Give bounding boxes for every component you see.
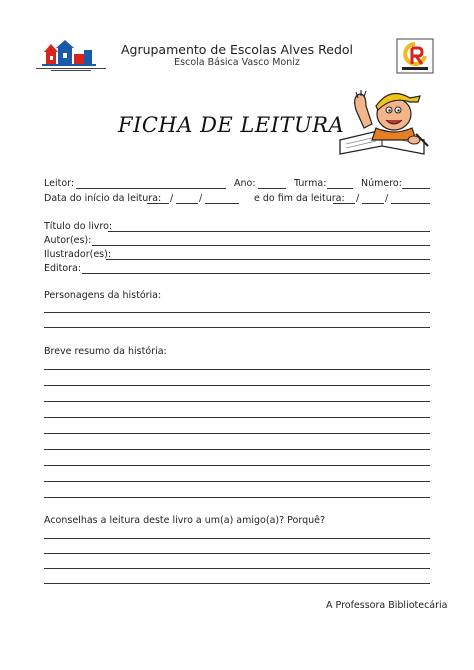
end-date-label: e do fim da leitura: bbox=[254, 193, 345, 204]
publisher-field[interactable] bbox=[82, 273, 430, 274]
date-separator: / bbox=[385, 193, 389, 204]
summary-label: Breve resumo da história: bbox=[44, 346, 167, 357]
reading-boy-illustration bbox=[332, 84, 438, 162]
summary-line[interactable] bbox=[44, 417, 430, 418]
illustrator-field[interactable] bbox=[106, 259, 430, 260]
characters-line[interactable] bbox=[44, 327, 430, 328]
publisher-label: Editora: bbox=[44, 263, 82, 274]
summary-line[interactable] bbox=[44, 433, 430, 434]
end-year-field[interactable] bbox=[391, 203, 430, 204]
reader-field[interactable] bbox=[76, 188, 226, 189]
start-month-field[interactable] bbox=[176, 203, 198, 204]
author-label: Autor(es): bbox=[44, 235, 92, 246]
end-month-field[interactable] bbox=[362, 203, 384, 204]
summary-line[interactable] bbox=[44, 369, 430, 370]
start-day-field[interactable] bbox=[147, 203, 169, 204]
year-field[interactable] bbox=[258, 188, 286, 189]
start-date-label: Data do início da leitura: bbox=[44, 193, 162, 204]
author-field[interactable] bbox=[92, 245, 430, 246]
recommend-line[interactable] bbox=[44, 553, 430, 554]
characters-line[interactable] bbox=[44, 312, 430, 313]
recommend-label: Aconselhas a leitura deste livro a um(a) amigo(a)? Porquê? bbox=[44, 515, 326, 526]
summary-line[interactable] bbox=[44, 401, 430, 402]
date-separator: / bbox=[170, 193, 174, 204]
resource-centre-logo bbox=[396, 38, 434, 74]
date-separator: / bbox=[199, 193, 203, 204]
reader-label: Leitor: bbox=[44, 178, 75, 189]
year-label: Ano: bbox=[234, 178, 256, 189]
recommend-line[interactable] bbox=[44, 538, 430, 539]
start-year-field[interactable] bbox=[205, 203, 239, 204]
book-title-label: Título do livro: bbox=[44, 221, 113, 232]
number-field[interactable] bbox=[402, 188, 430, 189]
summary-line[interactable] bbox=[44, 385, 430, 386]
class-field[interactable] bbox=[327, 188, 353, 189]
characters-label: Personagens da história: bbox=[44, 290, 162, 301]
school-name: Escola Básica Vasco Moniz bbox=[174, 57, 300, 68]
recommend-line[interactable] bbox=[44, 568, 430, 569]
recommend-line[interactable] bbox=[44, 583, 430, 584]
book-title-field[interactable] bbox=[108, 231, 430, 232]
end-day-field[interactable] bbox=[333, 203, 355, 204]
summary-line[interactable] bbox=[44, 497, 430, 498]
school-group-name: Agrupamento de Escolas Alves Redol bbox=[120, 42, 354, 57]
summary-line[interactable] bbox=[44, 449, 430, 450]
librarian-signature: A Professora Bibliotecária bbox=[326, 600, 448, 611]
illustrator-label: Ilustrador(es): bbox=[44, 249, 112, 260]
summary-line[interactable] bbox=[44, 465, 430, 466]
form-title: FICHA DE LEITURA bbox=[118, 113, 345, 137]
class-label: Turma: bbox=[294, 178, 327, 189]
date-separator: / bbox=[356, 193, 360, 204]
number-label: Número: bbox=[361, 178, 402, 189]
summary-line[interactable] bbox=[44, 481, 430, 482]
